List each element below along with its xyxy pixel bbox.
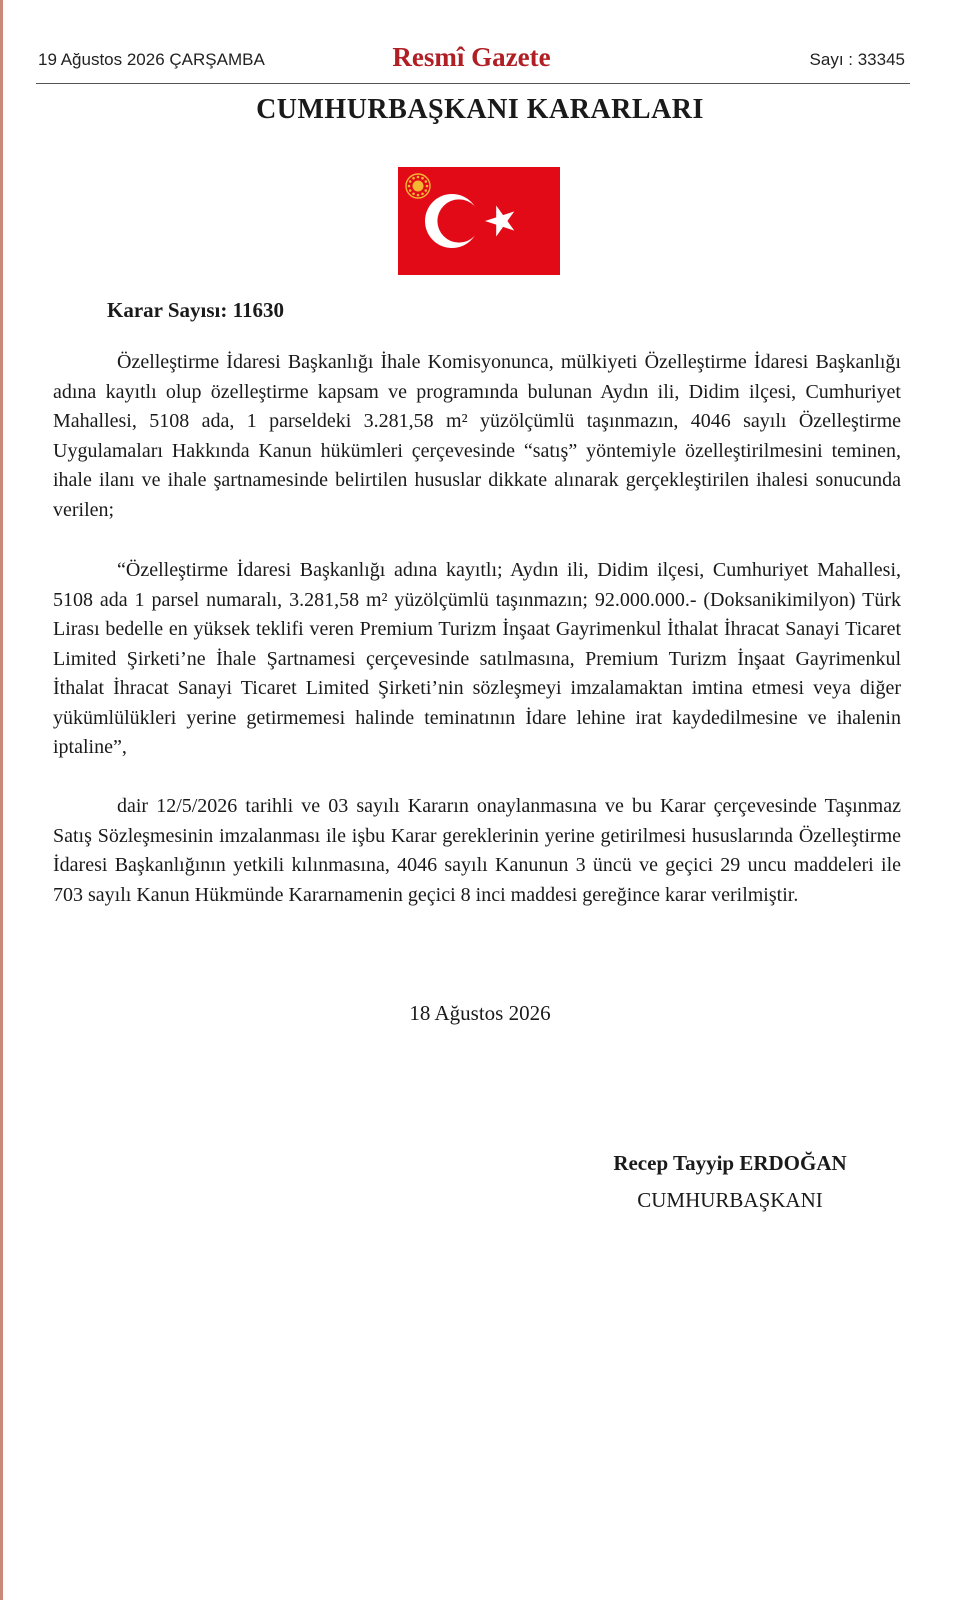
signature-date: 18 Ağustos 2026 — [409, 1001, 551, 1025]
paragraph-2: “Özelleştirme İdaresi Başkanlığı adına kayıtlı; Aydın ili, Didim ilçesi, Cumhuriyet Mahallesi, 5108 ada 1 parsel numaralı, 3.281,58 m² yüzölçümlü taşınmazın; 92.000.000.- (Doksanikimilyon) Türk Lirası bedelle en yüksek teklifi veren Premium Turizm İnşaat Gayrimenkul İthalat İhracat Sanayi Ticaret Limited Şirketi’ne İhale Şartnamesi çerçevesinde satılmasına, Premium Turizm İnşaat Gayrimenkul İthalat İhracat Sanayi Ticaret Limited Şirketi’nin sözleşmeyi imzalamaktan imtina etmesi veya diğer yükümlülükleri yerine getirmemesi halinde teminatının İdare lehine irat kaydedilmesine ve ihalenin iptaline”, — [53, 559, 901, 758]
presidential-seal-icon — [406, 174, 430, 198]
issue-number: Sayı : 33345 — [809, 50, 905, 69]
decision-number: Karar Sayısı: 11630 — [107, 298, 284, 322]
issue-date: 19 Ağustos 2026 ÇARŞAMBA — [38, 50, 265, 69]
paragraph-3: dair 12/5/2026 tarihli ve 03 sayılı Kararın onaylanmasına ve bu Karar çerçevesinde Taşınmaz Satış Sözleşmesinin imzalanması ile işbu Karar gereklerinin yerine getirilmesi hususlarında Özelleştirme İdaresi Başkanlığının yetkili kılınmasına, 4046 sayılı Kanunun 3 üncü ve geçici 29 uncu maddeleri ile 703 sayılı Kanun Hükmünde Kararnamenin geçici 8 inci maddesi gereğince karar verilmiştir. — [53, 795, 901, 906]
header-divider — [36, 83, 910, 84]
paragraph-1: Özelleştirme İdaresi Başkanlığı İhale Komisyonunca, mülkiyeti Özelleştirme İdaresi Başkanlığı adına kayıtlı olup özelleştirme kapsam ve programında bulunan Aydın ili, Didim ilçesi, Cumhuriyet Mahallesi, 5108 ada, 1 parseldeki 3.281,58 m² yüzölçümlü taşınmazın, 4046 sayılı Özelleştirme Uygulamaları Hakkında Kanun hükümleri çerçevesinde “satış” yöntemiyle özelleştirilmesini teminen, ihale ilanı ve ihale şartnamesinde belirtilen hususlar dikkate alınarak gerçekleştirilen ihalesi sonucunda verilen; — [53, 351, 901, 521]
section-title: CUMHURBAŞKANI KARARLARI — [256, 94, 704, 125]
turkish-flag-icon — [398, 167, 560, 275]
page-left-border — [0, 0, 3, 1600]
gazette-header — [38, 42, 905, 78]
signatory-name: Recep Tayyip ERDOĞAN — [613, 1151, 847, 1175]
gazette-title: Resmî Gazete — [392, 42, 551, 72]
signatory-title: CUMHURBAŞKANI — [637, 1188, 823, 1212]
